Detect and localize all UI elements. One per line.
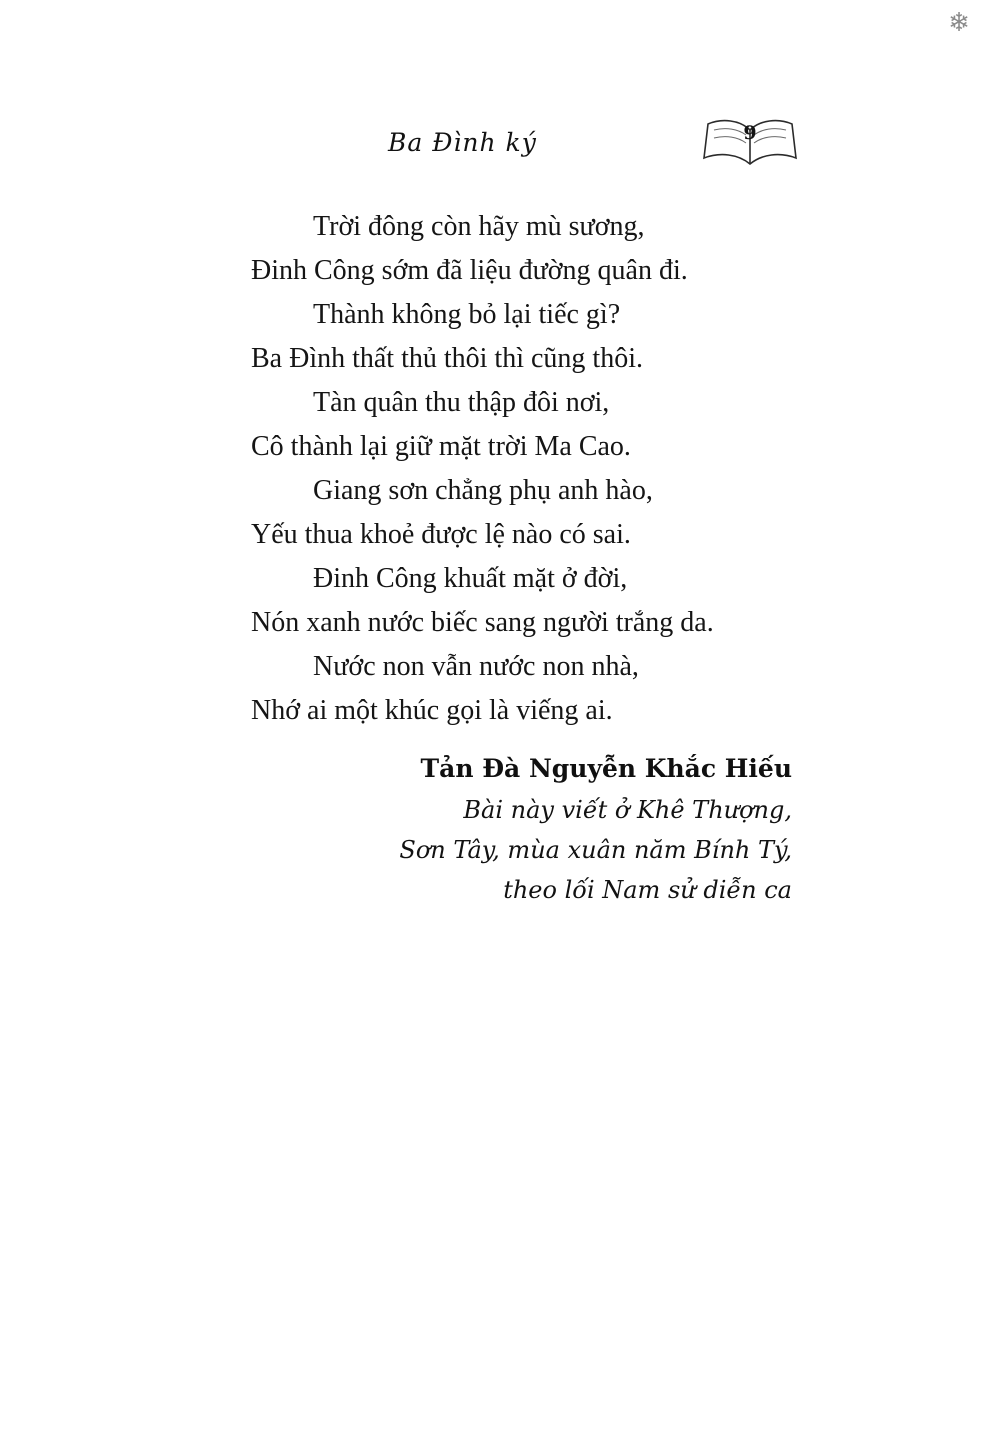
attribution-block xyxy=(0,748,1000,910)
poem-body xyxy=(0,205,1000,733)
page-number: 9 xyxy=(743,122,757,144)
poem-line: Nón xanh nước biếc sang người trắng da. xyxy=(251,607,714,638)
poem-line: Thành không bỏ lại tiếc gì? xyxy=(313,299,621,330)
poem-line: Tàn quân thu thập đôi nơi, xyxy=(313,387,610,418)
poem-line: Đinh Công khuất mặt ở đời, xyxy=(313,563,628,594)
poem-line: Nhớ ai một khúc gọi là viếng ai. xyxy=(251,695,613,726)
poem-line: Cô thành lại giữ mặt trời Ma Cao. xyxy=(251,431,631,462)
poem-line: Yếu thua khoẻ được lệ nào có sai. xyxy=(251,519,631,550)
poem-line: Đinh Công sớm đã liệu đường quân đi. xyxy=(251,255,688,286)
composition-note-line: Bài này viết ở Khê Thượng, xyxy=(463,796,792,824)
composition-note-line: theo lối Nam sử diễn ca xyxy=(503,876,792,904)
poem-line: Ba Đình thất thủ thôi thì cũng thôi. xyxy=(251,343,643,374)
composition-note-line: Sơn Tây, mùa xuân năm Bính Tý, xyxy=(399,836,792,864)
poem-line: Nước non vẫn nước non nhà, xyxy=(313,651,639,682)
author-name: Tản Đà Nguyễn Khắc Hiếu xyxy=(420,754,792,783)
poem-line: Trời đông còn hãy mù sương, xyxy=(313,211,645,242)
running-header xyxy=(0,120,1000,180)
running-title: Ba Đình ký xyxy=(388,128,537,157)
flower-ornament-icon: ❄ xyxy=(948,8,970,37)
poem-line: Giang sơn chẳng phụ anh hào, xyxy=(313,475,653,506)
